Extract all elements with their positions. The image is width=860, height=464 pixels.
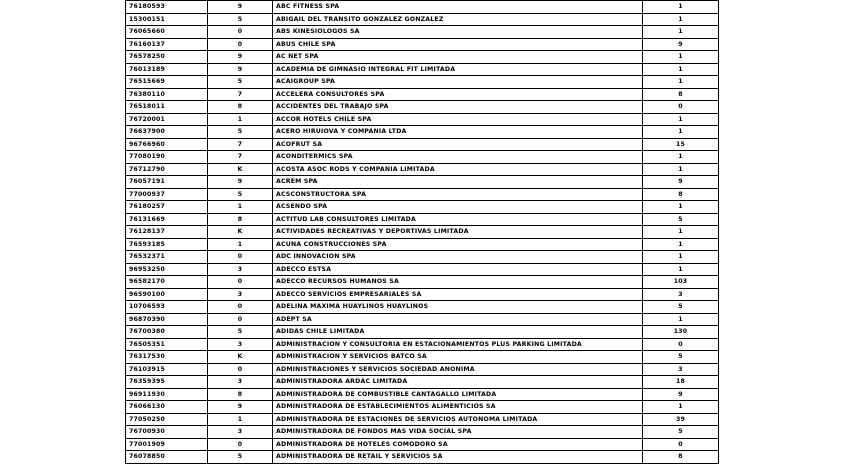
company-name-cell: ACSCONSTRUCTORA SPA	[273, 188, 643, 201]
dv-cell: 1	[208, 413, 273, 426]
quantity-cell: 39	[643, 413, 719, 426]
company-name-cell: ADMINISTRADORA DE ESTABLECIMIENTOS ALIMENTICIOS SA	[273, 401, 643, 414]
company-name-cell: ADMINISTRACION Y CONSULTORIA EN ESTACIONAMIENTOS PLUS PARKING LIMITADA	[273, 338, 643, 351]
company-name-cell: ACOSTA ASOC RODS Y COMPANIA LIMITADA	[273, 163, 643, 176]
table-row	[126, 63, 719, 76]
quantity-cell: 1	[643, 251, 719, 264]
table-row	[126, 326, 719, 339]
company-name-cell: ADELINA MAXIMA HUAYLINOS HUAYLINOS	[273, 301, 643, 314]
quantity-cell: 5	[643, 351, 719, 364]
rut-cell: 76593185	[126, 238, 208, 251]
rut-cell: 96953250	[126, 263, 208, 276]
rut-cell: 77001909	[126, 438, 208, 451]
quantity-cell: 1	[643, 151, 719, 164]
quantity-cell: 3	[643, 363, 719, 376]
rut-cell: 76013189	[126, 63, 208, 76]
table-row	[126, 163, 719, 176]
table-row	[126, 26, 719, 39]
rut-cell: 76637900	[126, 126, 208, 139]
company-name-cell: ADIDAS CHILE LIMITADA	[273, 326, 643, 339]
company-name-cell: ADMINISTRADORA DE FONDOS MAS VIDA SOCIAL SPA	[273, 426, 643, 439]
rut-cell: 76128137	[126, 226, 208, 239]
quantity-cell: 8	[643, 88, 719, 101]
dv-cell: 0	[208, 438, 273, 451]
rut-cell: 76380110	[126, 88, 208, 101]
table-row	[126, 126, 719, 139]
quantity-cell: 8	[643, 188, 719, 201]
dv-cell: 0	[208, 38, 273, 51]
company-name-cell: ACONDITERMICS SPA	[273, 151, 643, 164]
dv-cell: 9	[208, 1, 273, 14]
quantity-cell: 1	[643, 238, 719, 251]
table-row	[126, 401, 719, 414]
table-row	[126, 138, 719, 151]
company-name-cell: AC NET SPA	[273, 51, 643, 64]
table-row	[126, 176, 719, 189]
company-name-cell: ACOFRUT SA	[273, 138, 643, 151]
rut-cell: 96582170	[126, 276, 208, 289]
rut-cell: 76066130	[126, 401, 208, 414]
quantity-cell: 5	[643, 426, 719, 439]
table-body	[126, 1, 719, 464]
company-name-cell: ACADEMIA DE GIMNASIO INTEGRAL FIT LIMITADA	[273, 63, 643, 76]
company-name-cell: ADECCO RECURSOS HUMANOS SA	[273, 276, 643, 289]
rut-cell: 76065660	[126, 26, 208, 39]
rut-cell: 76317530	[126, 351, 208, 364]
company-name-cell: ACUNA CONSTRUCCIONES SPA	[273, 238, 643, 251]
company-name-cell: ABUS CHILE SPA	[273, 38, 643, 51]
company-name-cell: ADC INNOVACION SPA	[273, 251, 643, 264]
company-name-cell: ADMINISTRACION Y SERVICIOS BATCO SA	[273, 351, 643, 364]
quantity-cell: 8	[643, 451, 719, 464]
dv-cell: 5	[208, 451, 273, 464]
dv-cell: 1	[208, 238, 273, 251]
company-name-cell: ACREM SPA	[273, 176, 643, 189]
dv-cell: 9	[208, 63, 273, 76]
table-row	[126, 276, 719, 289]
table-row	[126, 413, 719, 426]
dv-cell: 0	[208, 276, 273, 289]
dv-cell: 1	[208, 113, 273, 126]
dv-cell: 0	[208, 26, 273, 39]
dv-cell: 3	[208, 426, 273, 439]
company-name-cell: ADMINISTRADORA ARDAC LIMITADA	[273, 376, 643, 389]
rut-cell: 76700930	[126, 426, 208, 439]
quantity-cell: 1	[643, 263, 719, 276]
spreadsheet-table-container	[125, 0, 718, 464]
quantity-cell: 1	[643, 313, 719, 326]
company-name-cell: ACCOR HOTELS CHILE SPA	[273, 113, 643, 126]
rut-cell: 76700380	[126, 326, 208, 339]
quantity-cell: 0	[643, 438, 719, 451]
dv-cell: 0	[208, 251, 273, 264]
table-row	[126, 363, 719, 376]
company-name-cell: ACCIDENTES DEL TRABAJO SPA	[273, 101, 643, 114]
table-row	[126, 113, 719, 126]
rut-cell: 76359395	[126, 376, 208, 389]
quantity-cell: 0	[643, 101, 719, 114]
table-row	[126, 313, 719, 326]
quantity-cell: 9	[643, 38, 719, 51]
dv-cell: 5	[208, 76, 273, 89]
table-row	[126, 263, 719, 276]
quantity-cell: 1	[643, 401, 719, 414]
quantity-cell: 1	[643, 113, 719, 126]
company-name-cell: ADMINISTRADORA DE ESTACIONES DE SERVICIOS AUTONOMA LIMITADA	[273, 413, 643, 426]
table-row	[126, 238, 719, 251]
quantity-cell: 1	[643, 13, 719, 26]
table-row	[126, 76, 719, 89]
dv-cell: 5	[208, 326, 273, 339]
dv-cell: 0	[208, 301, 273, 314]
company-name-cell: ACSENDO SPA	[273, 201, 643, 214]
quantity-cell: 15	[643, 138, 719, 151]
company-name-cell: ACAIGROUP SPA	[273, 76, 643, 89]
dv-cell: 3	[208, 288, 273, 301]
company-name-cell: ADMINISTRACIONES Y SERVICIOS SOCIEDAD ANONIMA	[273, 363, 643, 376]
quantity-cell: 9	[643, 176, 719, 189]
dv-cell: 3	[208, 263, 273, 276]
rut-cell: 77050250	[126, 413, 208, 426]
dv-cell: 0	[208, 363, 273, 376]
dv-cell: K	[208, 351, 273, 364]
rut-cell: 10706593	[126, 301, 208, 314]
table-row	[126, 213, 719, 226]
dv-cell: 7	[208, 138, 273, 151]
table-row	[126, 376, 719, 389]
table-row	[126, 88, 719, 101]
rut-cell: 76505351	[126, 338, 208, 351]
table-row	[126, 226, 719, 239]
table-row	[126, 1, 719, 14]
rut-cell: 76180257	[126, 201, 208, 214]
quantity-cell: 1	[643, 226, 719, 239]
rut-cell: 76131669	[126, 213, 208, 226]
company-name-cell: ABIGAIL DEL TRANSITO GONZALEZ GONZALEZ	[273, 13, 643, 26]
table-row	[126, 451, 719, 464]
dv-cell: 5	[208, 126, 273, 139]
rut-cell: 15300151	[126, 13, 208, 26]
table-row	[126, 38, 719, 51]
company-name-cell: ACERO HIRUIOVA Y COMPANIA LTDA	[273, 126, 643, 139]
dv-cell: 9	[208, 176, 273, 189]
rut-cell: 76720001	[126, 113, 208, 126]
dv-cell: 3	[208, 376, 273, 389]
company-name-cell: ADECCO SERVICIOS EMPRESARIALES SA	[273, 288, 643, 301]
rut-cell: 96911930	[126, 388, 208, 401]
quantity-cell: 1	[643, 1, 719, 14]
rut-cell: 76515669	[126, 76, 208, 89]
table-row	[126, 251, 719, 264]
quantity-cell: 1	[643, 201, 719, 214]
company-name-cell: ACTIVIDADES RECREATIVAS Y DEPORTIVAS LIMITADA	[273, 226, 643, 239]
rut-cell: 76712790	[126, 163, 208, 176]
company-name-cell: ADECCO ESTSA	[273, 263, 643, 276]
quantity-cell: 103	[643, 276, 719, 289]
quantity-cell: 1	[643, 26, 719, 39]
quantity-cell: 1	[643, 76, 719, 89]
company-name-cell: ACTITUD LAB CONSULTORES LIMITADA	[273, 213, 643, 226]
table-row	[126, 338, 719, 351]
rut-cell: 96870390	[126, 313, 208, 326]
rut-cell: 76578250	[126, 51, 208, 64]
table-row	[126, 301, 719, 314]
quantity-cell: 1	[643, 163, 719, 176]
dv-cell: 8	[208, 101, 273, 114]
quantity-cell: 0	[643, 338, 719, 351]
dv-cell: 7	[208, 151, 273, 164]
quantity-cell: 1	[643, 126, 719, 139]
rut-cell: 76160137	[126, 38, 208, 51]
dv-cell: 7	[208, 88, 273, 101]
quantity-cell: 5	[643, 213, 719, 226]
company-name-cell: ABC FITNESS SPA	[273, 1, 643, 14]
quantity-cell: 9	[643, 388, 719, 401]
rut-cell: 96766960	[126, 138, 208, 151]
company-table	[125, 0, 719, 464]
table-row	[126, 351, 719, 364]
rut-cell: 76180593	[126, 1, 208, 14]
quantity-cell: 3	[643, 288, 719, 301]
table-row	[126, 426, 719, 439]
table-row	[126, 388, 719, 401]
rut-cell: 77000937	[126, 188, 208, 201]
dv-cell: 9	[208, 401, 273, 414]
quantity-cell: 5	[643, 301, 719, 314]
dv-cell: 5	[208, 188, 273, 201]
table-row	[126, 288, 719, 301]
dv-cell: 1	[208, 201, 273, 214]
table-row	[126, 438, 719, 451]
company-name-cell: ADMINISTRADORA DE HOTELES COMODORO SA	[273, 438, 643, 451]
dv-cell: 5	[208, 13, 273, 26]
table-row	[126, 151, 719, 164]
table-row	[126, 51, 719, 64]
company-name-cell: ABS KINESIOLOGOS SA	[273, 26, 643, 39]
quantity-cell: 1	[643, 51, 719, 64]
dv-cell: 3	[208, 338, 273, 351]
table-row	[126, 201, 719, 214]
table-row	[126, 188, 719, 201]
quantity-cell: 130	[643, 326, 719, 339]
quantity-cell: 18	[643, 376, 719, 389]
dv-cell: K	[208, 163, 273, 176]
rut-cell: 76532371	[126, 251, 208, 264]
dv-cell: K	[208, 226, 273, 239]
quantity-cell: 1	[643, 63, 719, 76]
rut-cell: 76103915	[126, 363, 208, 376]
dv-cell: 8	[208, 213, 273, 226]
company-name-cell: ADMINISTRADORA DE RETAIL Y SERVICIOS SA	[273, 451, 643, 464]
dv-cell: 8	[208, 388, 273, 401]
company-name-cell: ADEPT SA	[273, 313, 643, 326]
rut-cell: 76057191	[126, 176, 208, 189]
company-name-cell: ACCELERA CONSULTORES SPA	[273, 88, 643, 101]
table-row	[126, 13, 719, 26]
dv-cell: 9	[208, 51, 273, 64]
rut-cell: 76078850	[126, 451, 208, 464]
rut-cell: 77080190	[126, 151, 208, 164]
rut-cell: 96590100	[126, 288, 208, 301]
table-row	[126, 101, 719, 114]
company-name-cell: ADMINISTRADORA DE COMBUSTIBLE CANTAGALLO LIMITADA	[273, 388, 643, 401]
rut-cell: 76518011	[126, 101, 208, 114]
dv-cell: 0	[208, 313, 273, 326]
